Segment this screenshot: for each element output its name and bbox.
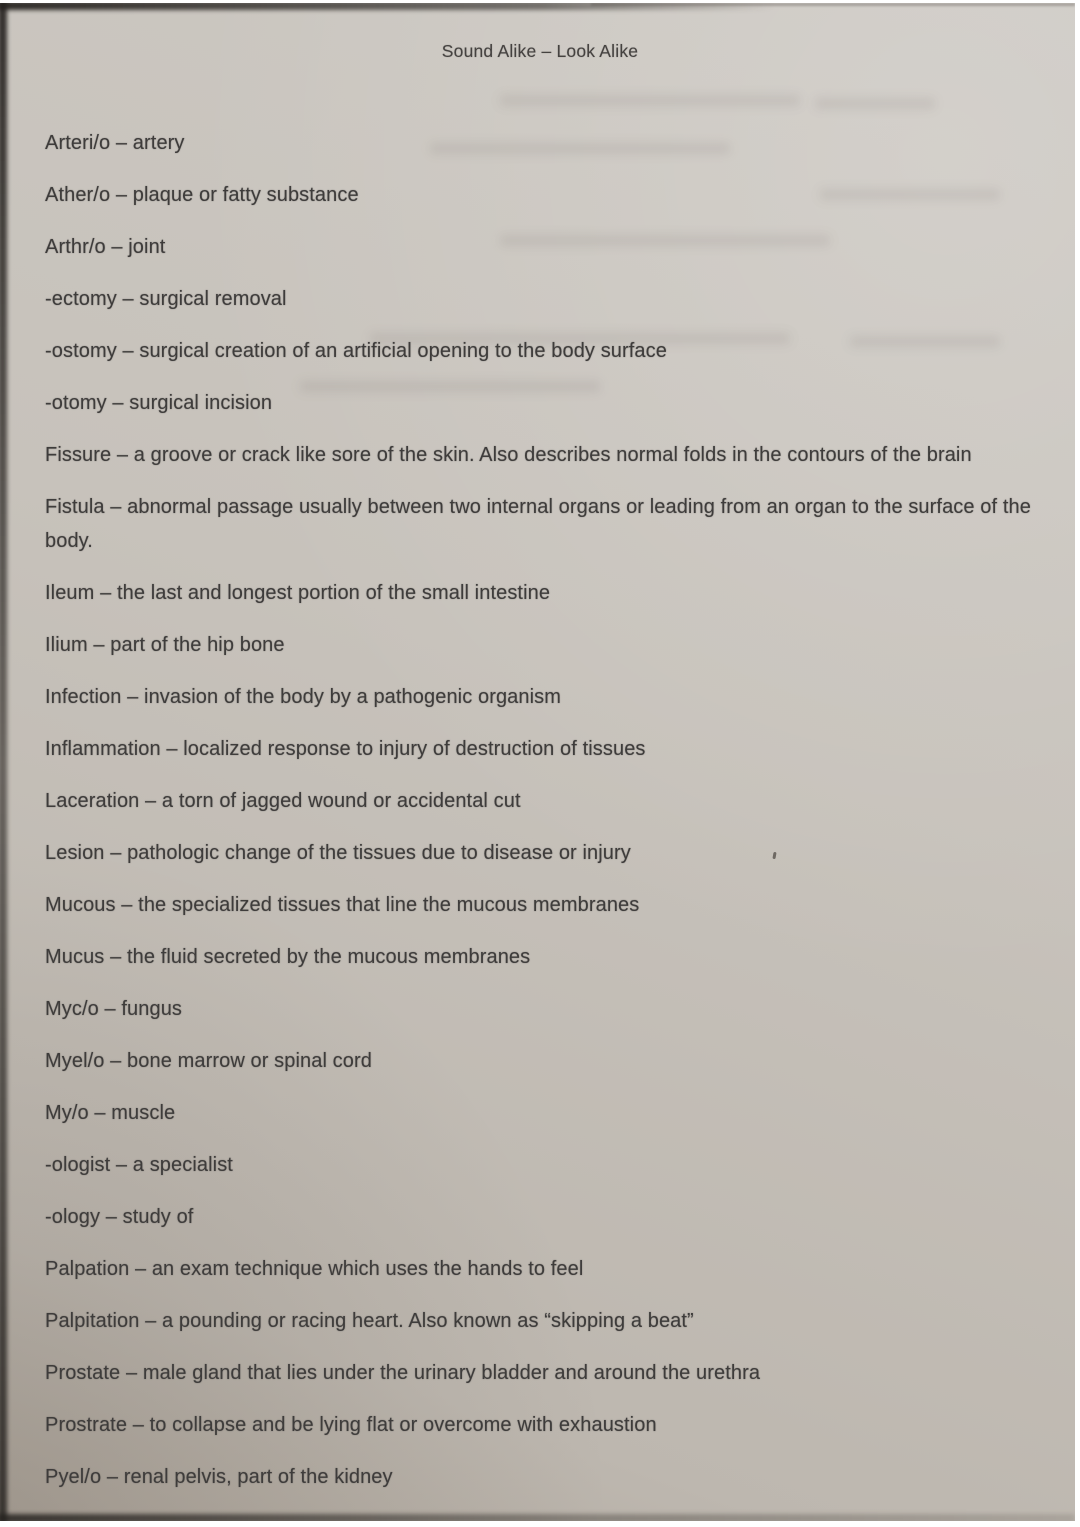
term-entry: Arthr/o – joint [45,236,166,258]
term-entry: Myc/o – fungus [45,998,183,1020]
term-entry: Mucus – the fluid secreted by the mucous membranes [45,946,531,968]
term-entry: Mucous – the specialized tissues that line the mucous membranes [45,894,640,916]
term-entry: My/o – muscle [45,1102,176,1124]
term-entry: Ilium – part of the hip bone [45,634,285,656]
term-entry: Arteri/o – artery [45,132,185,154]
term-entry: -ologist – a specialist [45,1154,233,1176]
page-title: Sound Alike – Look Alike [441,41,639,61]
term-entry: -otomy – surgical incision [45,392,273,414]
term-entry: Inflammation – localized response to injury of destruction of tissues [45,738,646,760]
term-list [45,126,1035,1494]
term-entry: Ileum – the last and longest portion of the small intestine [45,582,551,604]
term-entry: Myel/o – bone marrow or spinal cord [45,1050,372,1072]
term-entry: -ostomy – surgical creation of an artificial opening to the body surface [45,340,667,362]
term-entry: Palpitation – a pounding or racing heart. Also known as “skipping a beat” [45,1310,694,1332]
term-entry: Prostrate – to collapse and be lying flat or overcome with exhaustion [45,1414,657,1436]
term-entry: Palpation – an exam technique which uses the hands to feel [45,1258,584,1280]
term-entry: Ather/o – plaque or fatty substance [45,184,359,206]
term-entry: Fissure – a groove or crack like sore of the skin. Also describes normal folds in the contours of the brain [45,444,972,466]
term-entry: Lesion – pathologic change of the tissues due to disease or injury [45,842,631,864]
term-entry: Pyel/o – renal pelvis, part of the kidney [45,1466,393,1488]
document-photo [0,3,1075,1521]
term-entry: Prostate – male gland that lies under the urinary bladder and around the urethra [45,1362,761,1384]
term-entry: Fistula – abnormal passage usually between two internal organs or leading from an organ to the surface of the body. [45,496,1031,552]
term-entry: Laceration – a torn of jagged wound or accidental cut [45,790,521,812]
page-content [0,3,1075,1521]
term-entry: -ectomy – surgical removal [45,288,287,310]
term-entry: -ology – study of [45,1206,194,1228]
term-entry: Infection – invasion of the body by a pathogenic organism [45,686,562,708]
